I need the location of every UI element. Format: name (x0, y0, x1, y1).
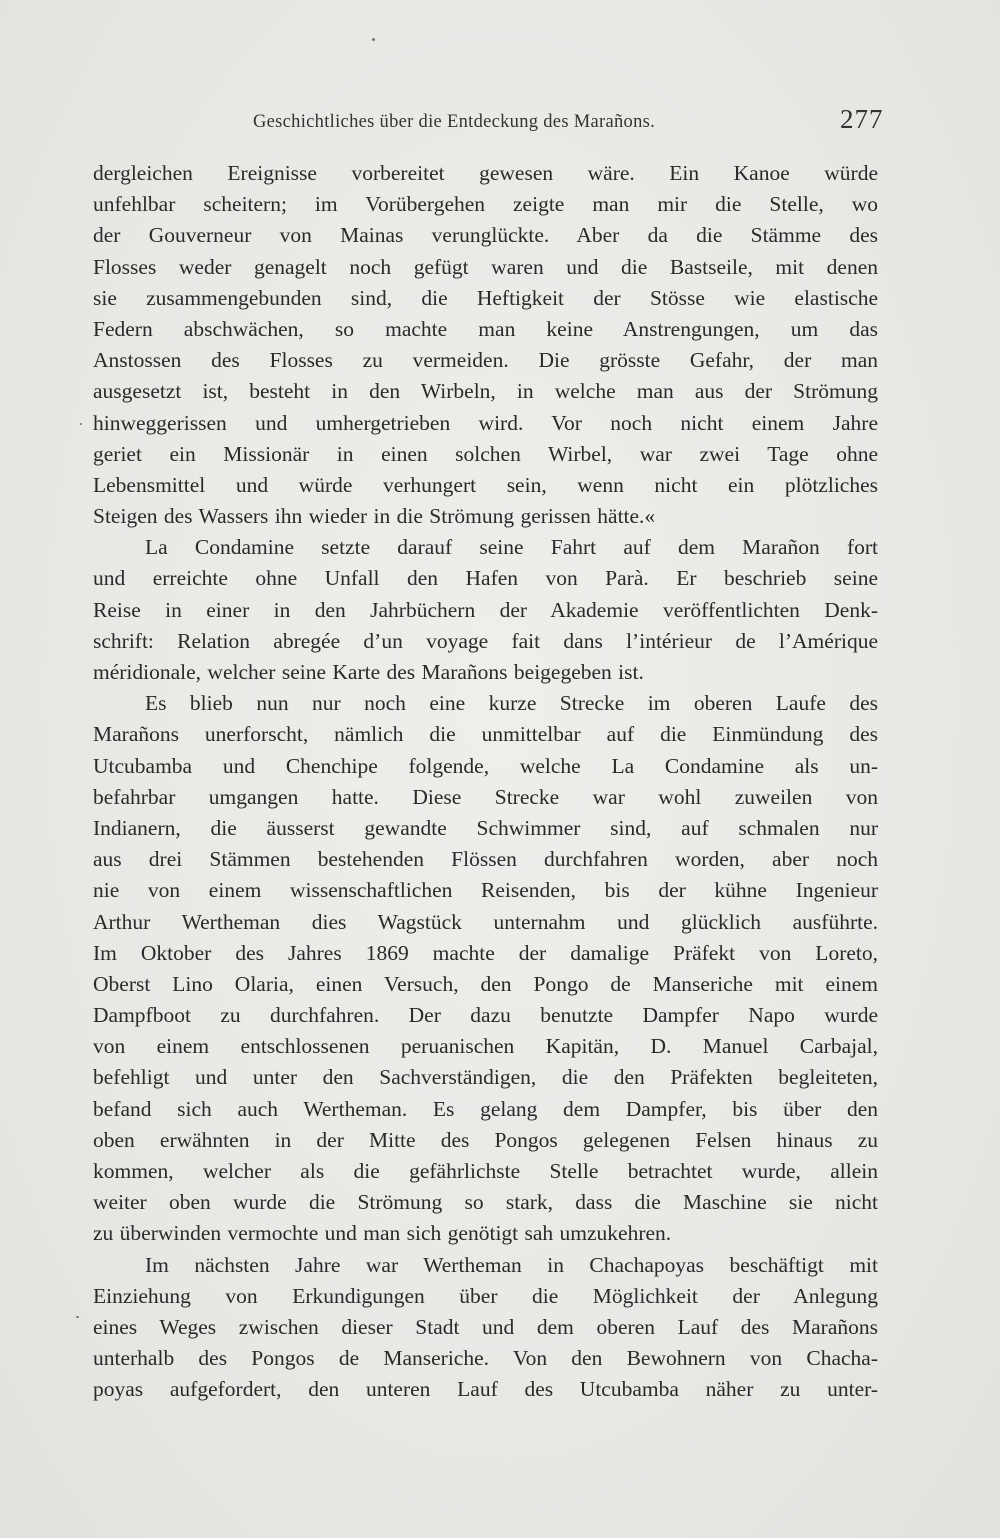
text-line: Einziehung von Erkundigungen über die Möglichkeit der Anlegung (93, 1283, 878, 1308)
text-line: nie von einem wissenschaftlichen Reisenden, bis der kühne Ingenieur (93, 878, 878, 903)
text-line: Oberst Lino Olaria, einen Versuch, den Pongo de Manseriche mit einem (93, 971, 878, 996)
text-line: sie zusammengebunden sind, die Heftigkeit der Stösse wie elastische (93, 285, 878, 310)
text-line: Flosses weder genagelt noch gefügt waren und die Bastseile, mit denen (93, 254, 878, 279)
text-line: befand sich auch Wertheman. Es gelang dem Dampfer, bis über den (93, 1096, 878, 1121)
text-line: unterhalb des Pongos de Manseriche. Von den Bewohnern von Chacha- (93, 1346, 878, 1371)
body-text (93, 158, 878, 1406)
text-line: Steigen des Wassers ihn wieder in die Strömung gerissen hätte.« (93, 504, 656, 529)
text-line: befahrbar umgangen hatte. Diese Strecke war wohl zuweilen von (93, 784, 878, 809)
text-line: von einem entschlossenen peruanischen Kapitän, D. Manuel Carbajal, (93, 1034, 878, 1059)
text-line: dergleichen Ereignisse vorbereitet gewesen wäre. Ein Kanoe würde (93, 161, 878, 185)
text-line: Anstossen des Flosses zu vermeiden. Die grösste Gefahr, der man (93, 348, 878, 373)
text-line: befehligt und unter den Sachverständigen, die den Präfekten begleiteten, (93, 1065, 878, 1090)
text-line: weiter oben wurde die Strömung so stark, dass die Maschine sie nicht (93, 1190, 878, 1215)
text-line: Reise in einer in den Jahrbüchern der Akademie veröffentlichten Denk- (93, 597, 878, 622)
text-line: schrift: Relation abregée d’un voyage fait dans l’intérieur de l’Amérique (93, 628, 878, 653)
page-number: 277 (840, 104, 884, 134)
text-line: Dampfboot zu durchfahren. Der dazu benutzte Dampfer Napo wurde (93, 1003, 878, 1028)
text-line: Es blieb nun nur noch eine kurze Strecke im oberen Laufe des (145, 691, 878, 716)
text-line: Im nächsten Jahre war Wertheman in Chachapoyas beschäftigt mit (145, 1252, 878, 1277)
text-line: geriet ein Missionär in einen solchen Wirbel, war zwei Tage ohne (93, 441, 878, 466)
text-line: kommen, welcher als die gefährlichste Stelle betrachtet wurde, allein (93, 1159, 878, 1183)
text-line: poyas aufgefordert, den unteren Lauf des Utcubamba näher zu unter- (93, 1377, 878, 1402)
text-line: Utcubamba und Chenchipe folgende, welche La Condamine als un- (93, 753, 878, 778)
text-line: und erreichte ohne Unfall den Hafen von Parà. Er beschrieb seine (93, 566, 878, 591)
paper-speck (80, 423, 82, 425)
running-head: Geschichtliches über die Entdeckung des Marañons. (253, 112, 656, 132)
text-line: Lebensmittel und würde verhungert sein, wenn nicht ein plötzliches (93, 472, 878, 497)
text-line: ausgesetzt ist, besteht in den Wirbeln, in welche man aus der Strömung (93, 379, 878, 404)
text-line: aus drei Stämmen bestehenden Flössen durchfahren worden, aber noch (93, 847, 878, 872)
text-line: méridionale, welcher seine Karte des Marañons beigegeben ist. (93, 660, 644, 684)
text-line: der Gouverneur von Mainas verunglückte. Aber da die Stämme des (93, 223, 878, 248)
text-line: Indianern, die äusserst gewandte Schwimmer sind, auf schmalen nur (93, 815, 878, 840)
text-line: eines Weges zwischen dieser Stadt und dem oberen Lauf des Marañons (93, 1314, 878, 1339)
text-line: oben erwähnten in der Mitte des Pongos gelegenen Felsen hinaus zu (93, 1127, 878, 1152)
text-line: Federn abschwächen, so machte man keine Anstrengungen, um das (93, 316, 878, 341)
text-line: La Condamine setzte darauf seine Fahrt auf dem Marañon fort (145, 535, 878, 560)
text-line: unfehlbar scheitern; im Vorübergehen zeigte man mir die Stelle, wo (93, 192, 878, 217)
text-line: Arthur Wertheman dies Wagstück unternahm und glücklich ausführte. (93, 909, 878, 934)
text-line: zu überwinden vermochte und man sich genötigt sah umzukehren. (93, 1221, 672, 1246)
text-line: Marañons unerforscht, nämlich die unmittelbar auf die Einmündung des (93, 722, 878, 747)
paper-speck (76, 1316, 79, 1318)
text-line: hinweggerissen und umhergetrieben wird. Vor noch nicht einem Jahre (93, 410, 878, 435)
paper-speck (372, 38, 375, 41)
text-line: Im Oktober des Jahres 1869 machte der damalige Präfekt von Loreto, (93, 940, 878, 965)
